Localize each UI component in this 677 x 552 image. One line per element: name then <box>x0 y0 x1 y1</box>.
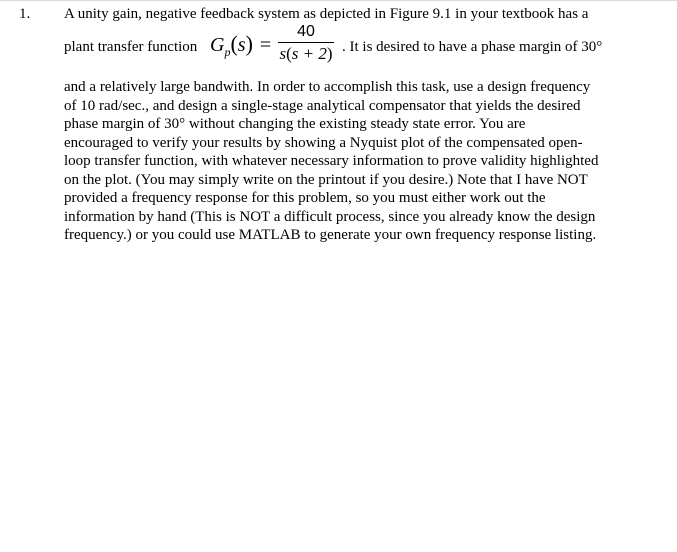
body-line: frequency.) or you could use MATLAB to generate your own frequency response listing. <box>64 227 597 243</box>
function-subscript: p <box>224 45 231 59</box>
denominator-inner: s + 2 <box>291 44 327 63</box>
denominator-var: s <box>279 44 287 63</box>
fraction-denominator: s(s + 2) <box>279 44 333 63</box>
problem-number: 1. <box>19 6 31 22</box>
transfer-function-lhs: $G_p(s)$ = <box>210 31 272 59</box>
fraction-numerator: 40 <box>297 23 315 40</box>
plant-transfer-label: plant transfer function <box>64 39 198 55</box>
body-line: provided a frequency response for this problem, so you must either work out the <box>64 190 546 206</box>
body-line: on the plot. (You may simply write on the printout if you desire.) Note that I have NOT <box>64 171 588 188</box>
body-line: information by hand (This is NOT a difficult process, since you already know the design <box>64 208 596 225</box>
body-line: loop transfer function, with whatever necessary information to prove validity highlighted <box>64 153 599 169</box>
body-line: of 10 rad/sec., and design a single-stage analytical compensator that yields the desired <box>64 97 581 114</box>
function-symbol: G <box>210 34 225 56</box>
body-line: encouraged to verify your results by showing a Nyquist plot of the compensated open- <box>64 134 583 151</box>
body-line: phase margin of 30° without changing the existing steady state error. You are <box>64 116 526 132</box>
body-line: and a relatively large bandwith. In order to accomplish this task, use a design frequency <box>64 79 591 95</box>
top-border <box>0 0 677 1</box>
problem-body <box>64 78 664 245</box>
problem-line-1: A unity gain, negative feedback system as depicted in Figure 9.1 in your textbook has a <box>64 6 589 22</box>
phase-margin-statement: . It is desired to have a phase margin of 30° <box>342 39 603 55</box>
transfer-function-fraction <box>276 22 336 65</box>
function-argument: s <box>237 34 246 56</box>
